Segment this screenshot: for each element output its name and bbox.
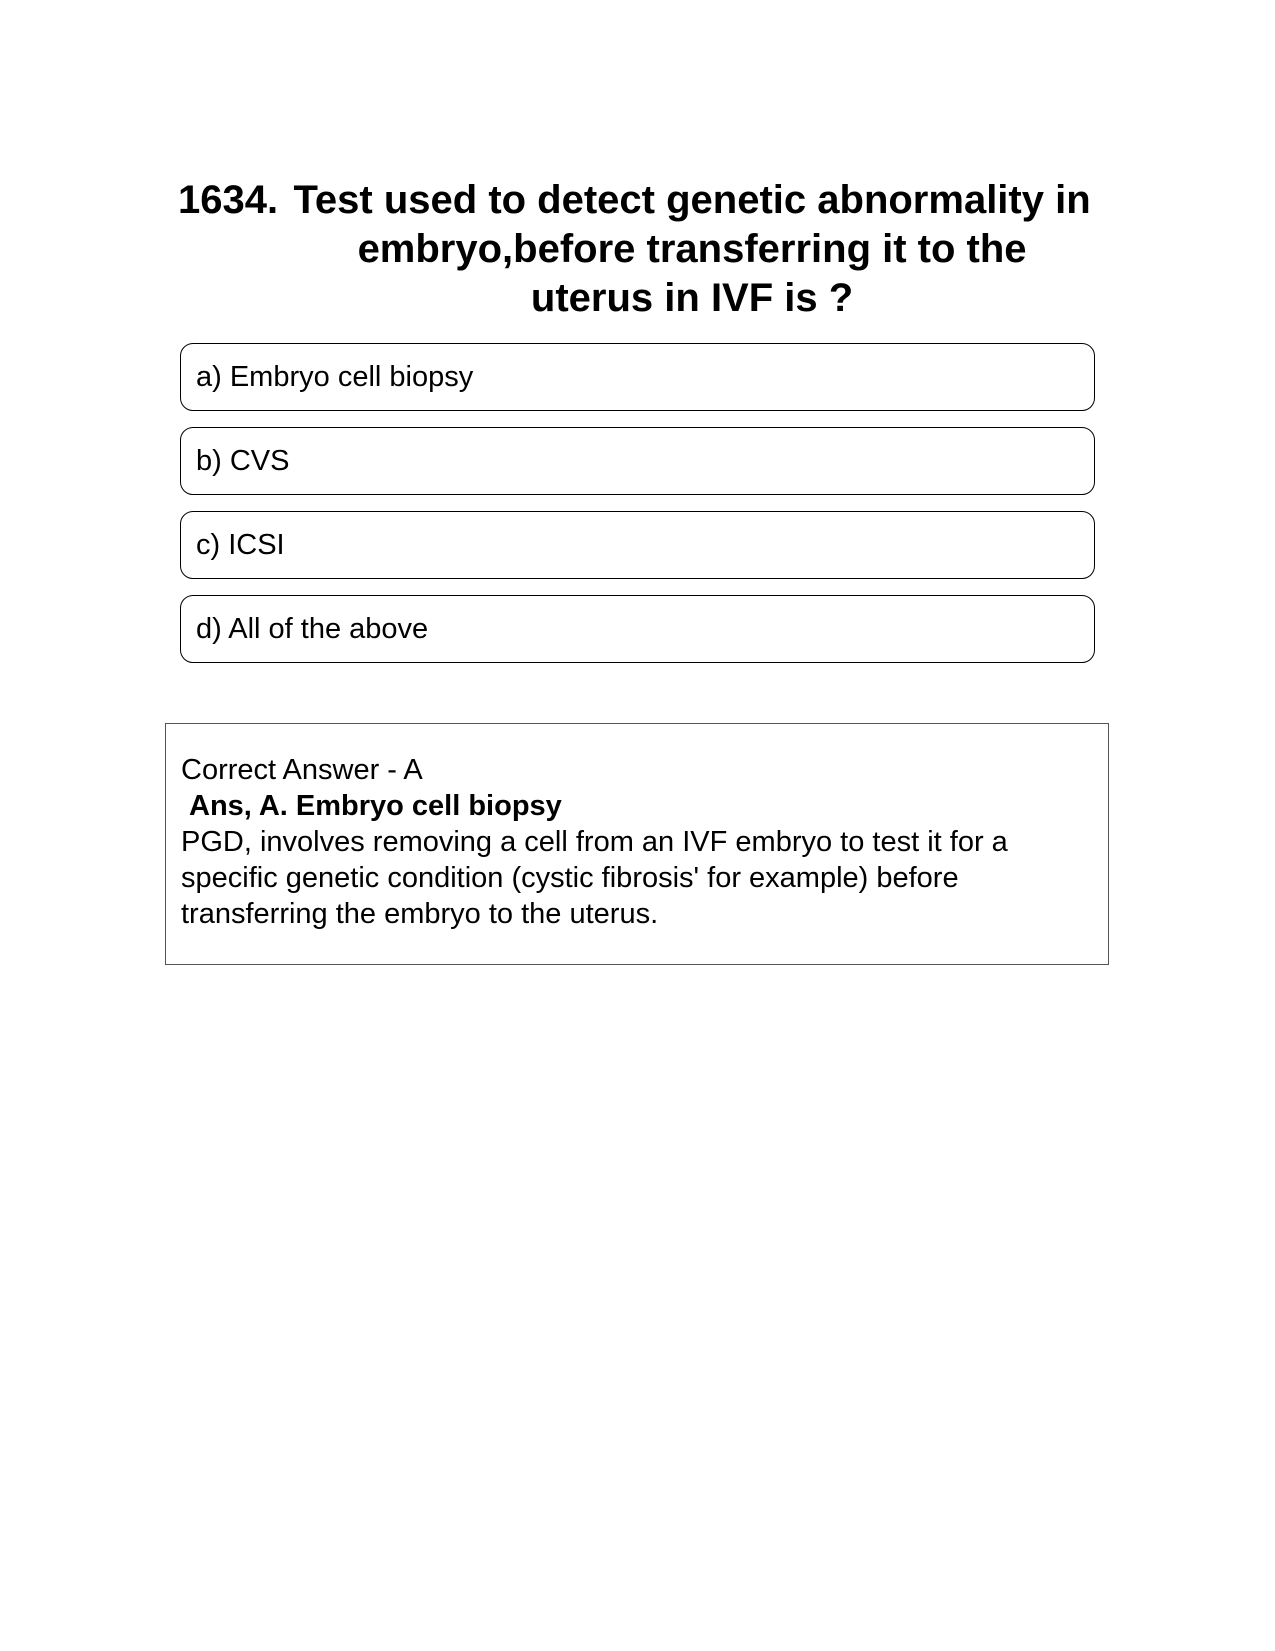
question-number: 1634. bbox=[178, 178, 279, 222]
options-list bbox=[180, 343, 1095, 679]
question-heading bbox=[178, 176, 1098, 323]
correct-answer-line: Correct Answer - A bbox=[181, 754, 423, 786]
option-b[interactable]: b) CVS bbox=[180, 427, 1095, 495]
option-a[interactable]: a) Embryo cell biopsy bbox=[180, 343, 1095, 411]
answer-explanation-box bbox=[165, 723, 1109, 965]
answer-explanation: PGD, involves removing a cell from an IVF embryo to test it for a specific genetic condition (cystic fibrosis' for example) before transferring the embryo to the uterus. bbox=[181, 826, 1008, 930]
option-d[interactable]: d) All of the above bbox=[180, 595, 1095, 663]
question-text: Test used to detect genetic abnormality in embryo,before transferring it to the uterus in IVF is ? bbox=[293, 178, 1091, 320]
option-c[interactable]: c) ICSI bbox=[180, 511, 1095, 579]
answer-title: Ans, A. Embryo cell biopsy bbox=[189, 790, 562, 822]
